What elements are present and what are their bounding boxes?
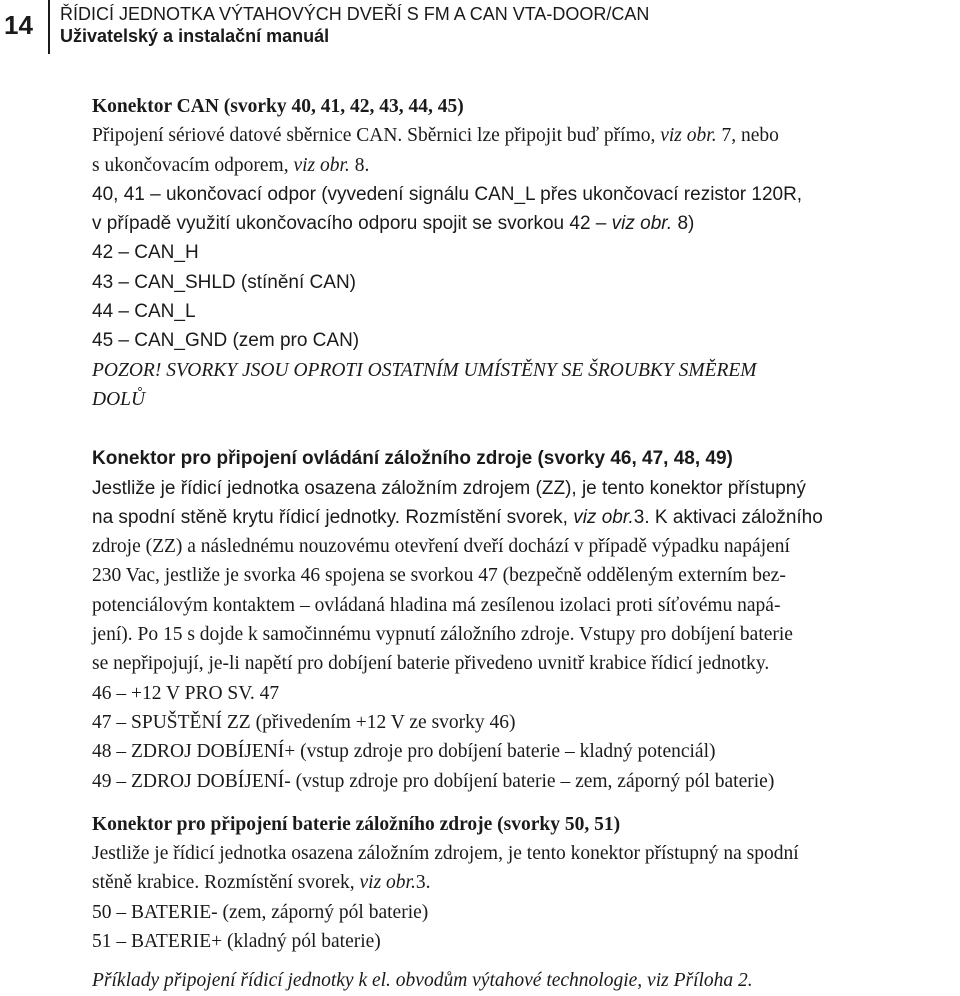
figure-reference: viz obr.	[359, 872, 416, 894]
section-heading: Konektor pro připojení baterie záložního zdroje (svorky 50, 51)	[92, 813, 621, 835]
figure-reference: viz obr.	[293, 154, 350, 176]
page-number: 14	[4, 10, 33, 40]
text: 8.	[349, 154, 370, 176]
section-heading: Konektor pro připojení ovládání záložního zdroje (svorky 46, 47, 48, 49)	[92, 448, 733, 470]
page-header	[0, 0, 960, 56]
paragraph-line: 40, 41 – ukončovací odpor (vyvedení signálu CAN_L přes ukončovací rezistor 120R,	[92, 183, 803, 205]
section-battery-connector	[92, 810, 954, 996]
terminal-item: 46 – +12 V PRO SV. 47	[92, 682, 280, 704]
paragraph-line	[92, 868, 954, 897]
warning-text: DOLŮ	[92, 388, 146, 410]
terminal-item: 45 – CAN_GND (zem pro CAN)	[92, 330, 360, 352]
text: 3.	[415, 872, 431, 894]
terminal-item: 44 – CAN_L	[92, 301, 196, 323]
paragraph-line: jení). Po 15 s dojde k samočinnému vypnutí záložního zdroje. Vstupy pro dobíjení baterie	[92, 624, 793, 646]
header-divider	[48, 0, 50, 54]
paragraph-line	[92, 209, 954, 238]
terminal-item: 47 – SPUŠTĚNÍ ZZ (přivedením +12 V ze svorky 46)	[92, 711, 516, 733]
text: na spodní stěně krytu řídicí jednotky. Rozmístění svorek,	[92, 506, 574, 528]
terminal-item: 48 – ZDROJ DOBÍJENÍ+ (vstup zdroje pro dobíjení baterie – kladný potenciál)	[92, 741, 716, 763]
text: 3. K aktivaci záložního	[633, 506, 823, 528]
appendix-note: Příklady připojení řídicí jednotky k el. obvodům výtahové technologie, viz Příloha 2.	[92, 970, 753, 992]
document-title: ŘÍDICÍ JEDNOTKA VÝTAHOVÝCH DVEŘÍ S FM A CAN VTA-DOOR/CAN	[60, 4, 650, 24]
section-heading: Konektor CAN (svorky 40, 41, 42, 43, 44, 45)	[92, 96, 464, 117]
terminal-item: 50 – BATERIE- (zem, záporný pól baterie)	[92, 901, 429, 923]
terminal-item: 43 – CAN_SHLD (stínění CAN)	[92, 271, 356, 293]
text: stěně krabice. Rozmístění svorek,	[92, 872, 360, 894]
paragraph-line	[92, 503, 954, 532]
paragraph-line	[92, 151, 954, 180]
figure-reference: viz obr.	[660, 125, 717, 147]
paragraph-line: zdroje (ZZ) a následnému nouzovému otevření dveří dochází v případě výpadku napájení	[92, 536, 790, 558]
figure-reference: viz obr.	[573, 506, 634, 528]
paragraph-line: Jestliže je řídicí jednotka osazena záložním zdrojem (ZZ), je tento konektor přístupný	[92, 477, 806, 499]
text: s ukončovacím odporem,	[92, 154, 294, 176]
text: v případě využití ukončovacího odporu spojit se svorkou 42 –	[92, 213, 612, 235]
terminal-item: 49 – ZDROJ DOBÍJENÍ- (vstup zdroje pro dobíjení baterie – zem, záporný pól baterie)	[92, 770, 775, 792]
paragraph-line: Jestliže je řídicí jednotka osazena záložním zdrojem, je tento konektor přístupný na spodní	[92, 843, 799, 865]
text: 7, nebo	[716, 125, 779, 147]
text: Připojení sériové datové sběrnice CAN. Sběrnici lze připojit buď přímo,	[92, 125, 661, 147]
section-backup-control-connector	[92, 444, 954, 796]
paragraph-line: se nepřipojují, je-li napětí pro dobíjení baterie přivedeno uvnitř krabice řídicí jednotky.	[92, 653, 770, 675]
paragraph-line	[92, 121, 954, 150]
warning-text: POZOR! SVORKY JSOU OPROTI OSTATNÍM UMÍSTĚNY SE ŠROUBKY SMĚREM	[92, 359, 757, 381]
paragraph-line: potenciálovým kontaktem – ovládaná hladina má zesílenou izolaci proti síťovému napá-	[92, 594, 781, 616]
section-can-connector	[92, 92, 954, 414]
text: 8)	[672, 213, 695, 235]
document-subtitle: Uživatelský a instalační manuál	[60, 26, 330, 46]
page-content	[92, 92, 954, 996]
terminal-item: 51 – BATERIE+ (kladný pól baterie)	[92, 931, 381, 953]
terminal-item: 42 – CAN_H	[92, 242, 199, 264]
figure-reference: viz obr.	[611, 213, 673, 235]
paragraph-line: 230 Vac, jestliže je svorka 46 spojena se svorkou 47 (bezpečně odděleným externím bez-	[92, 565, 786, 587]
